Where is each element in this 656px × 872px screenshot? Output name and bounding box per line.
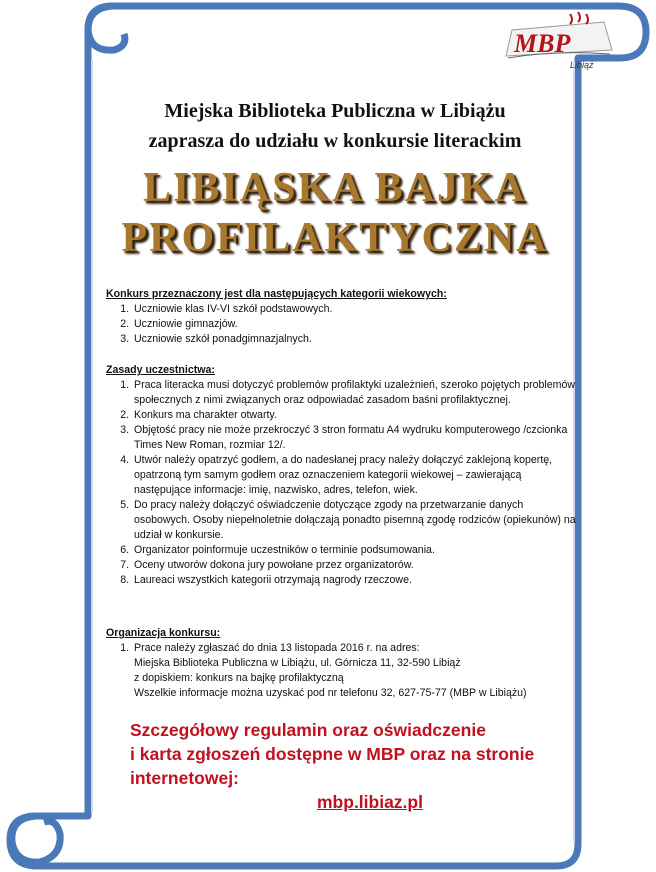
rules-list	[106, 378, 576, 588]
address-text: Miejska Biblioteka Publiczna w Libiążu, ul. Górnicza 11, 32-590 Libiąż	[134, 657, 461, 669]
categories-list	[106, 302, 576, 347]
rules-section	[106, 363, 576, 588]
list-item: 2. Konkurs ma charakter otwarty.	[132, 408, 576, 423]
header-line-2: zaprasza do udziału w konkursie literackim	[148, 130, 522, 152]
title-line-2: PROFILAKTYCZNA	[121, 215, 549, 261]
svg-text:Libiąż: Libiąż	[570, 60, 594, 70]
list-item: 1. Uczniowie klas IV-VI szkół podstawowych.	[132, 302, 576, 317]
footer-info	[130, 718, 580, 790]
list-item: 6. Organizator poinformuje uczestników o terminie podsumowania.	[132, 543, 576, 558]
note-text: z dopiskiem: konkurs na bajkę profilaktyczną	[134, 672, 344, 684]
contact-text: Wszelkie informacje można uzyskać pod nr telefonu 32, 627-75-77 (MBP w Libiążu)	[134, 687, 527, 699]
svg-text:MBP: MBP	[514, 29, 571, 58]
list-item	[132, 641, 576, 701]
website-link[interactable]: mbp.libiaz.pl	[317, 792, 423, 812]
footer-line-2: i karta zgłoszeń dostępne w MBP oraz na stronie	[130, 744, 535, 764]
list-item: 7. Oceny utworów dokona jury powołane przez organizatorów.	[132, 558, 576, 573]
mbp-logo	[500, 10, 620, 72]
list-item: 5. Do pracy należy dołączyć oświadczenie dotyczące zgody na przetwarzanie danych osobowych. Osoby niepełnoletnie dołączają ponadto pisemną zgodę rodziców (opiekunów) na udział w konkursie.	[132, 498, 576, 543]
list-item: 3. Objętość pracy nie może przekroczyć 3 stron formatu A4 wydruku komputerowego /czcionka Times New Roman, rozmiar 12/.	[132, 423, 576, 453]
list-item: 8. Laureaci wszystkich kategorii otrzymają nagrody rzeczowe.	[132, 573, 576, 588]
categories-section	[106, 287, 576, 347]
list-item: 2. Uczniowie gimnazjów.	[132, 317, 576, 332]
categories-heading: Konkurs przeznaczony jest dla następujących kategorii wiekowych:	[106, 288, 447, 300]
list-item: 4. Utwór należy opatrzyć godłem, a do nadesłanej pracy należy dołączyć zaklejoną kopertę, opatrzoną tym samym godłem oraz oznaczeniem kategorii wiekowej – zawierającą następujące informacje: imię, nazwisko, adres, telefon, wiek.	[132, 453, 576, 498]
rules-heading: Zasady uczestnictwa:	[106, 364, 215, 376]
list-item: 1. Praca literacka musi dotyczyć problemów profilaktyki uzależnień, szeroko pojętych problemów społecznych z nimi związanych oraz odpowiadać zasadom baśni profilaktycznej.	[132, 378, 576, 408]
title-line-1: LIBIĄSKA BAJKA	[143, 165, 527, 211]
header-line-1: Miejska Biblioteka Publiczna w Libiążu	[164, 100, 506, 122]
deadline-text: 1. Prace należy zgłaszać do dnia 13 listopada 2016 r. na adres:	[134, 642, 420, 654]
footer-line-1: Szczegółowy regulamin oraz oświadczenie	[130, 720, 486, 740]
list-item: 3. Uczniowie szkół ponadgimnazjalnych.	[132, 332, 576, 347]
footer-line-3: internetowej:	[130, 768, 239, 788]
organization-heading: Organizacja konkursu:	[106, 627, 221, 639]
organization-section	[106, 626, 576, 701]
organization-list	[106, 641, 576, 701]
